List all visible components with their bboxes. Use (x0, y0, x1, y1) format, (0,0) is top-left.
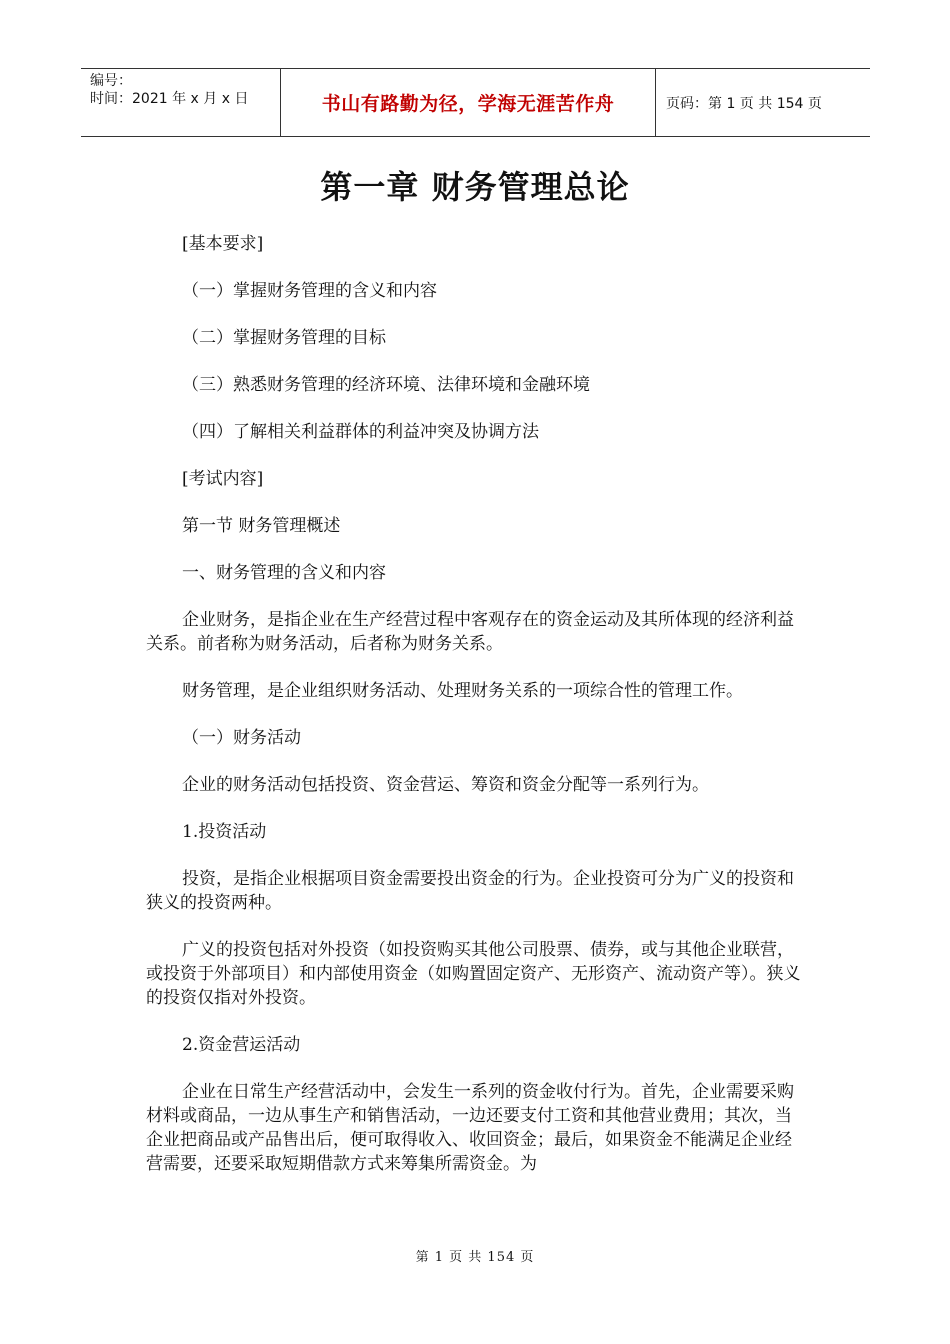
header-meta (81, 69, 281, 136)
paragraph: 2.资金营运活动 (182, 1035, 301, 1055)
paragraph: （四）了解相关利益群体的利益冲突及协调方法 (182, 422, 539, 442)
date-label: 时间：2021 年 x 月 x 日 (90, 91, 249, 107)
paragraph: （三）熟悉财务管理的经济环境、法律环境和金融环境 (182, 375, 590, 395)
chapter-title: 第一章 财务管理总论 (320, 168, 630, 206)
document-header (81, 68, 870, 137)
subsection-heading: 一、财务管理的含义和内容 (182, 563, 386, 583)
paragraph: （一）财务活动 (182, 728, 301, 748)
header-page-info: 页码：第 1 页 共 154 页 (666, 95, 822, 112)
paragraph: 投资，是指企业根据项目资金需要投出资金的行为。企业投资可分为广义的投资和狭义的投资两种。 (146, 869, 794, 913)
paragraph: （二）掌握财务管理的目标 (182, 328, 386, 348)
paragraph: [考试内容] (182, 469, 264, 489)
paragraph: （一）掌握财务管理的含义和内容 (182, 281, 437, 301)
page-footer: 第 1 页 共 154 页 (415, 1250, 535, 1265)
paragraph: [基本要求] (182, 234, 264, 254)
paragraph: 企业在日常生产经营活动中，会发生一系列的资金收付行为。首先，企业需要采购材料或商品，一边从事生产和销售活动，一边还要支付工资和其他营业费用；其次，当企业把商品或产品售出后，便可取得收入、收回资金；最后，如果资金不能满足企业经营需要，还要采取短期借款方式来筹集所需资金。为 (146, 1082, 794, 1174)
paragraph: 企业财务，是指企业在生产经营过程中客观存在的资金运动及其所体现的经济利益关系。前者称为财务活动，后者称为财务关系。 (146, 610, 794, 654)
section-heading: 第一节 财务管理概述 (182, 516, 341, 536)
number-label: 编号： (90, 73, 132, 89)
header-slogan: 书山有路勤为径，学海无涯苦作舟 (281, 69, 656, 136)
paragraph: 财务管理，是企业组织财务活动、处理财务关系的一项综合性的管理工作。 (182, 681, 743, 701)
paragraph: 广义的投资包括对外投资（如投资购买其他公司股票、债券，或与其他企业联营，或投资于外部项目）和内部使用资金（如购置固定资产、无形资产、流动资产等）。狭义的投资仅指对外投资。 (146, 940, 801, 1008)
paragraph: 1.投资活动 (182, 822, 267, 842)
paragraph: 企业的财务活动包括投资、资金营运、筹资和资金分配等一系列行为。 (182, 775, 709, 795)
document-body (146, 230, 806, 1176)
